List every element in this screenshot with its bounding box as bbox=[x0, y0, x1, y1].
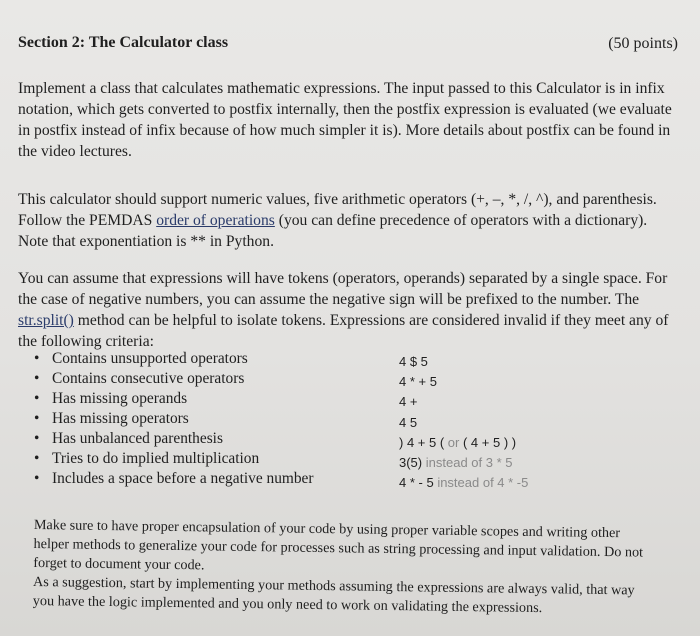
example-note: or bbox=[447, 434, 460, 450]
encapsulation-paragraph bbox=[33, 516, 654, 620]
intro-paragraph: Implement a class that calculates mathematic expressions. The input passed to this Calculator is in infix notation, which gets converted to postfix internally, then the postfix expression is evaluated (we evaluate in postfix instead of infix because of how much simpler it is). More details about postfix can be found in the video lectures. bbox=[18, 80, 672, 160]
example-line bbox=[399, 473, 528, 493]
tokens-text-1: You can assume that expressions will have tokens (operators, operands) separated by a single space. For the case of negative numbers, you can assume the negative sign will be prefixed to the number. The bbox=[18, 270, 668, 308]
criteria-list bbox=[52, 349, 314, 489]
criteria-item: • Has unbalanced parenthesis bbox=[52, 429, 314, 449]
example-line bbox=[399, 352, 528, 372]
section-points: (50 points) bbox=[608, 35, 678, 52]
order-of-operations-link[interactable]: order of operations bbox=[156, 212, 275, 229]
tokens-paragraph bbox=[18, 268, 690, 352]
criteria-item: • Has missing operators bbox=[52, 409, 314, 429]
example-code: 3(5) bbox=[399, 455, 423, 471]
example-line bbox=[399, 372, 528, 392]
encapsulation-text: Make sure to have proper encapsulation of your code by using proper variable scopes and writing other helper methods to generalize your code for processes such as string processing and input validation. Do not forget to document your code. bbox=[33, 516, 644, 574]
criteria-item: • Contains consecutive operators bbox=[52, 369, 314, 389]
example-line bbox=[399, 392, 528, 412]
example-line bbox=[399, 433, 528, 453]
operators-text-1: This calculator should support numeric values, five arithmetic operators (+, –, *, /, ^), and parenthesis. Follow the PEMDAS bbox=[18, 191, 657, 229]
example-code: 4 5 bbox=[399, 414, 418, 430]
section-title: Section 2: The Calculator class bbox=[18, 34, 229, 51]
criteria-item: • Has missing operands bbox=[52, 389, 314, 409]
example-code: 4 $ 5 bbox=[399, 354, 428, 369]
example-code: 4 * - 5 bbox=[399, 475, 434, 491]
example-note: instead of 4 * -5 bbox=[437, 475, 529, 491]
example-note: instead of 3 * 5 bbox=[425, 455, 513, 471]
example-code: ) 4 + 5 ( bbox=[399, 434, 445, 450]
example-line bbox=[399, 453, 528, 473]
criteria-item: • Contains unsupported operators bbox=[52, 349, 314, 369]
criteria-item: • Tries to do implied multiplication bbox=[52, 449, 314, 469]
criteria-item: • Includes a space before a negative number bbox=[52, 469, 314, 489]
example-line bbox=[399, 413, 528, 433]
operators-paragraph bbox=[18, 189, 678, 252]
example-code: 4 + bbox=[399, 394, 418, 410]
tokens-text-2: method can be helpful to isolate tokens. Expressions are considered invalid if they meet any of the following criteria: bbox=[18, 312, 669, 350]
str-split-link[interactable]: str.split() bbox=[18, 312, 74, 329]
operators-text-2: (you can define precedence of operators with a dictionary). Note that exponentiation is ** in Python. bbox=[18, 212, 648, 250]
example-code-alt: ( 4 + 5 ) ) bbox=[462, 434, 517, 450]
example-code: 4 * + 5 bbox=[399, 374, 437, 390]
examples-column bbox=[399, 352, 528, 493]
suggestion-text: As a suggestion, start by implementing your methods assuming the expressions are always valid, that way you have the logic implemented and you only need to work on validating the expressions. bbox=[32, 573, 635, 617]
